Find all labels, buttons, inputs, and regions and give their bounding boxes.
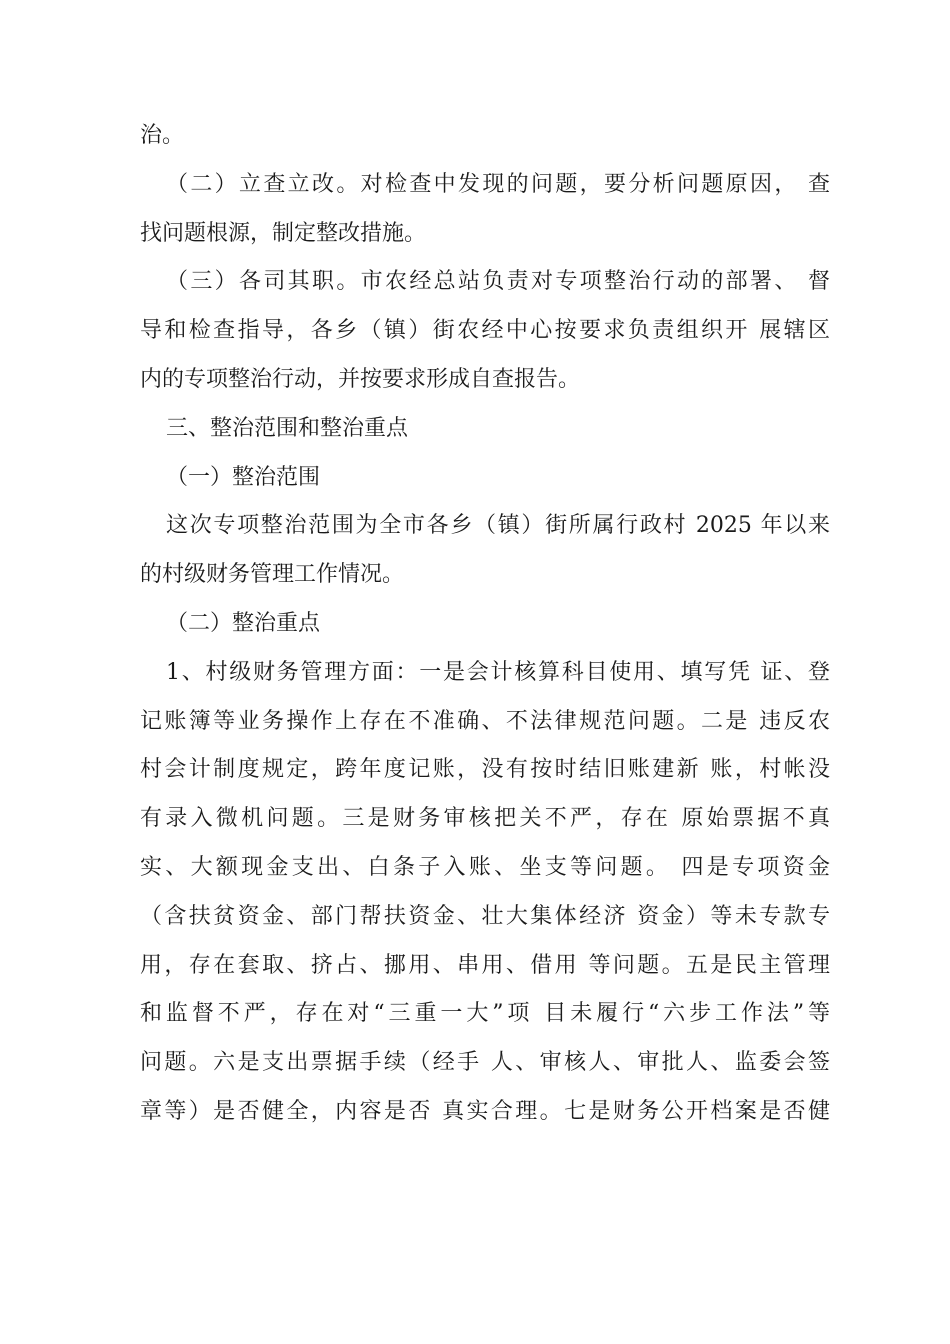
body-line: 治。	[140, 123, 185, 148]
body-line: 的村级财务管理工作情况。	[140, 562, 405, 588]
body-line: 内的专项整治行动，并按要求形成自查报告。	[140, 366, 581, 392]
body-line: 问题。六是支出票据手续（经手 人、审核人、审批人、监委会签	[140, 1050, 830, 1076]
body-line: 找问题根源，制定整改措施。	[140, 220, 427, 246]
body-line: （三）各司其职。市农经总站负责对专项整治行动的部署、 督	[166, 269, 830, 295]
body-line: 实、大额现金支出、白条子入账、坐支等问题。 四是专项资金	[140, 854, 830, 880]
body-line: 1、村级财务管理方面：一是会计核算科目使用、填写凭 证、登	[166, 659, 830, 685]
body-line: 章等）是否健全，内容是否 真实合理。七是财务公开档案是否健	[140, 1098, 830, 1124]
section-heading: 三、整治范围和整治重点	[166, 415, 409, 441]
subsection-heading: （二）整治重点	[166, 610, 321, 636]
document-body	[140, 112, 830, 1137]
body-line: 有录入微机问题。三是财务审核把关不严，存在 原始票据不真	[140, 806, 830, 832]
subsection-heading: （一）整治范围	[166, 464, 321, 490]
body-line: 和监督不严，存在对“三重一大”项 目未履行“六步工作法”等	[140, 1001, 830, 1027]
body-line: 记账簿等业务操作上存在不准确、不法律规范问题。二是 违反农	[140, 708, 830, 734]
body-line: 导和检查指导，各乡（镇）街农经中心按要求负责组织开 展辖区	[140, 318, 830, 344]
body-line: （含扶贫资金、部门帮扶资金、壮大集体经济 资金）等未专款专	[140, 903, 830, 929]
body-line: 这次专项整治范围为全市各乡（镇）街所属行政村 2025 年以来	[166, 513, 830, 539]
body-line: 用，存在套取、挤占、挪用、串用、借用 等问题。五是民主管理	[140, 952, 830, 978]
body-line: 村会计制度规定，跨年度记账，没有按时结旧账建新 账，村帐没	[140, 757, 830, 783]
body-line: （二）立查立改。对检查中发现的问题，要分析问题原因， 查	[166, 171, 830, 197]
